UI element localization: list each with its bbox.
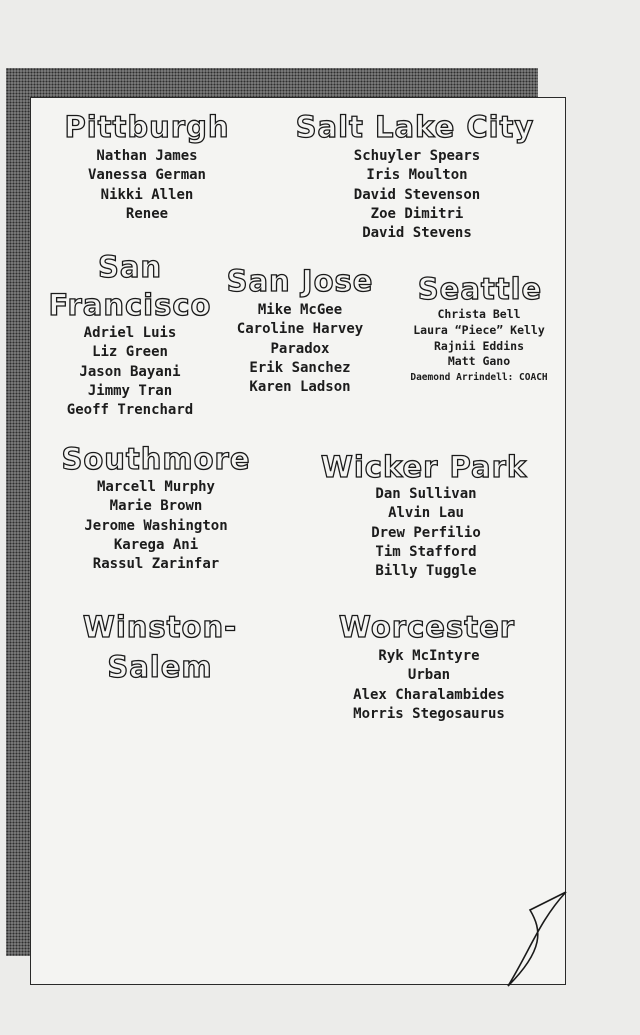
member-name: Christa Bell [437, 307, 521, 321]
member-name: Nathan James [96, 148, 198, 164]
member-name: Morris Stegosaurus [353, 705, 505, 722]
roster-seattle [390, 307, 568, 386]
member-name: Iris Moulton [366, 167, 468, 184]
city-title-southmore: Southmore [61, 442, 251, 476]
member-name: Erik Sanchez [249, 359, 351, 376]
member-name: Daemond Arrindell: COACH [410, 372, 548, 384]
city-title-seattle: Seattle [417, 272, 543, 306]
member-name: Marcell Murphy [96, 479, 215, 495]
roster-san-jose [216, 301, 384, 397]
city-title-san-francisco-line2: Francisco [48, 288, 212, 322]
member-name: Marie Brown [109, 498, 203, 515]
member-name: David Stevenson [353, 186, 481, 203]
roster-salt-lake-city [310, 147, 524, 243]
member-name: Urban [407, 667, 451, 684]
city-title-worcester: Worcester [338, 610, 516, 644]
member-name: David Stevens [362, 225, 472, 242]
member-name: Rajnii Eddins [433, 338, 524, 353]
member-name: Karen Ladson [249, 379, 351, 396]
city-title-san-jose: San Jose [226, 264, 374, 298]
member-name: Ryk McIntyre [378, 648, 480, 664]
city-title-winston-salem-line2: Salem [107, 650, 213, 684]
page-curl-icon [500, 880, 580, 990]
member-name: Jimmy Tran [87, 382, 173, 399]
member-name: Drew Perfilio [371, 524, 481, 541]
city-title-salt-lake-city: Salt Lake City [295, 110, 535, 144]
member-name: Tim Stafford [375, 543, 477, 560]
member-name: Mike McGee [257, 302, 343, 318]
roster-pittsburgh [62, 147, 232, 224]
member-name: Vanessa German [87, 167, 206, 184]
city-title-wicker-park: Wicker Park [320, 450, 528, 484]
member-name: Geoff Trenchard [66, 402, 194, 419]
member-name: Jason Bayani [79, 363, 181, 380]
member-name: Billy Tuggle [375, 563, 477, 580]
city-title-san-francisco-line1: San [97, 250, 163, 284]
member-name: Liz Green [92, 344, 168, 361]
member-name: Caroline Harvey [236, 321, 364, 338]
member-name: Matt Gano [447, 354, 511, 369]
member-name: Laura “Piece” Kelly [413, 322, 545, 337]
member-name: Dan Sullivan [375, 486, 477, 502]
city-title-winston-salem-line1: Winston- [82, 610, 238, 644]
roster-wicker-park [326, 485, 526, 581]
roster-southmore [58, 478, 254, 574]
city-title-pittsburgh: Pittburgh [64, 110, 230, 144]
member-name: Nikki Allen [100, 186, 194, 203]
member-name: Alex Charalambides [353, 686, 505, 703]
roster-san-francisco [44, 324, 216, 420]
member-name: Paradox [270, 340, 330, 357]
member-name: Schuyler Spears [353, 148, 481, 164]
roster-worcester [322, 647, 536, 724]
member-name: Rassul Zarinfar [92, 556, 220, 573]
member-name: Alvin Lau [388, 505, 464, 522]
member-name: Adriel Luis [83, 325, 177, 341]
member-name: Renee [125, 205, 169, 222]
member-name: Zoe Dimitri [370, 205, 464, 222]
member-name: Jerome Washington [84, 517, 228, 534]
member-name: Karega Ani [113, 536, 199, 553]
